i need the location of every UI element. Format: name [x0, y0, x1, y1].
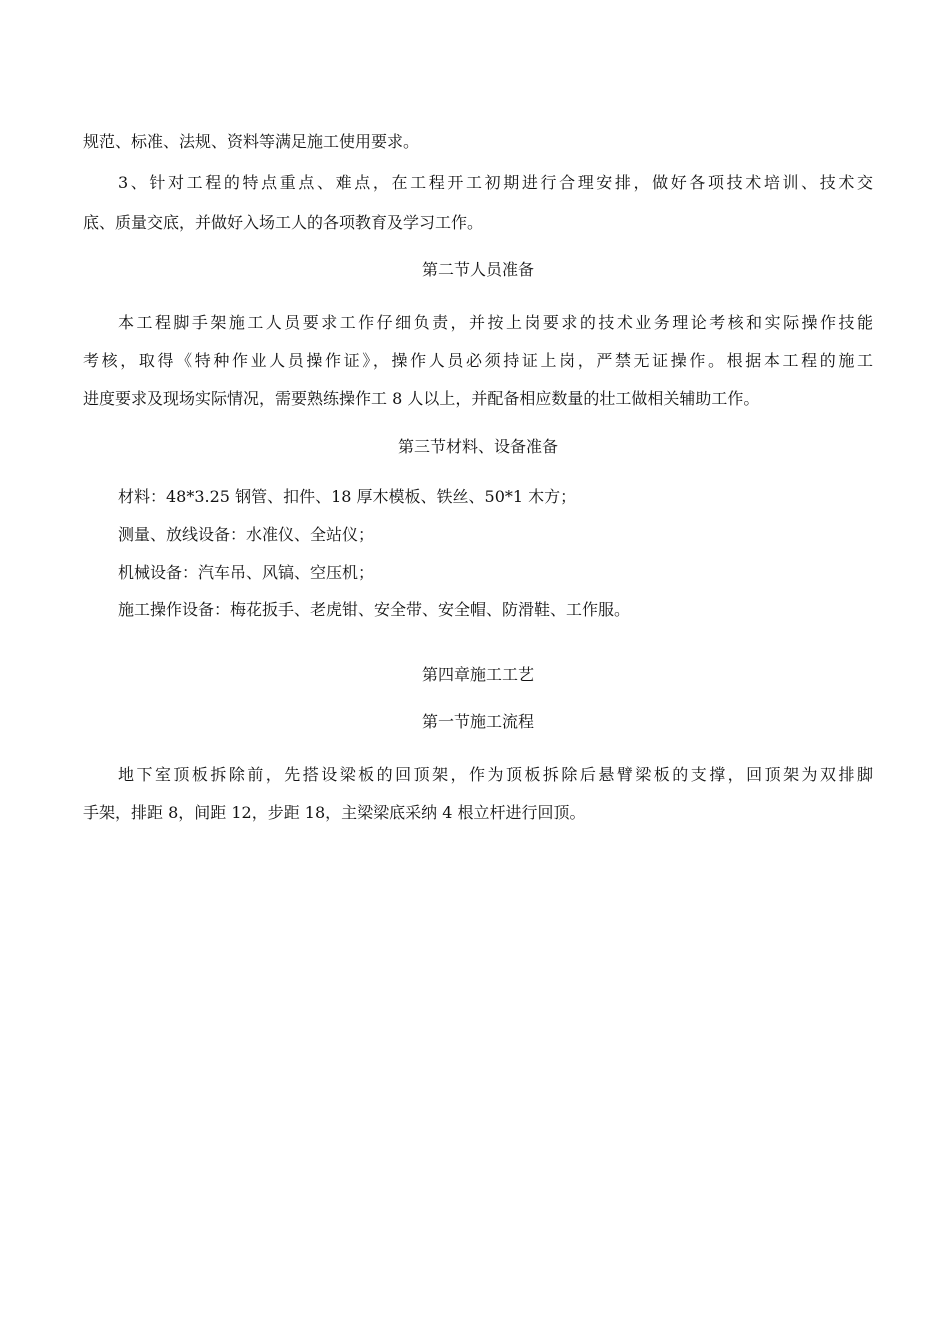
materials-list-item: 材料：48*3.25 钢管、扣件、18 厚木模板、铁丝、50*1 木方； — [118, 487, 577, 506]
paragraph-personnel-line1: 本工程脚手架施工人员要求工作仔细负责，并按上岗要求的技术业务理论考核和实际操作技能 — [118, 313, 873, 332]
section-heading-materials: 第三节材料、设备准备 — [397, 437, 558, 456]
chapter-heading-process: 第四章施工工艺 — [421, 665, 534, 684]
tools-equipment-item: 施工操作设备：梅花扳手、老虎钳、安全带、安全帽、防滑鞋、工作服。 — [118, 600, 631, 619]
machinery-equipment-item: 机械设备：汽车吊、风镐、空压机； — [118, 563, 375, 582]
paragraph-personnel-line2: 考核，取得《特种作业人员操作证》，操作人员必须持证上岗，严禁无证操作。根据本工程的施工 — [83, 351, 873, 370]
paragraph-flow-line2: 手架，排距 8，间距 12，步距 18，主梁梁底采纳 4 根立杆进行回顶。 — [83, 803, 586, 822]
section-heading-personnel: 第二节人员准备 — [421, 260, 534, 279]
section-heading-flow: 第一节施工流程 — [421, 712, 534, 731]
paragraph-flow-line1: 地下室顶板拆除前，先搭设梁板的回顶架，作为顶板拆除后悬臂梁板的支撑，回顶架为双排脚 — [118, 765, 873, 784]
survey-equipment-item: 测量、放线设备：水准仪、全站仪； — [118, 525, 375, 544]
paragraph-item3-line2: 底、质量交底，并做好入场工人的各项教育及学习工作。 — [83, 213, 484, 232]
paragraph-prep-end: 规范、标准、法规、资料等满足施工使用要求。 — [83, 132, 420, 151]
paragraph-personnel-line3: 进度要求及现场实际情况，需要熟练操作工 8 人以上，并配备相应数量的壮工做相关辅助工作。 — [83, 389, 760, 408]
paragraph-item3-line1: 3、针对工程的特点重点、难点，在工程开工初期进行合理安排，做好各项技术培训、技术交 — [118, 173, 873, 192]
